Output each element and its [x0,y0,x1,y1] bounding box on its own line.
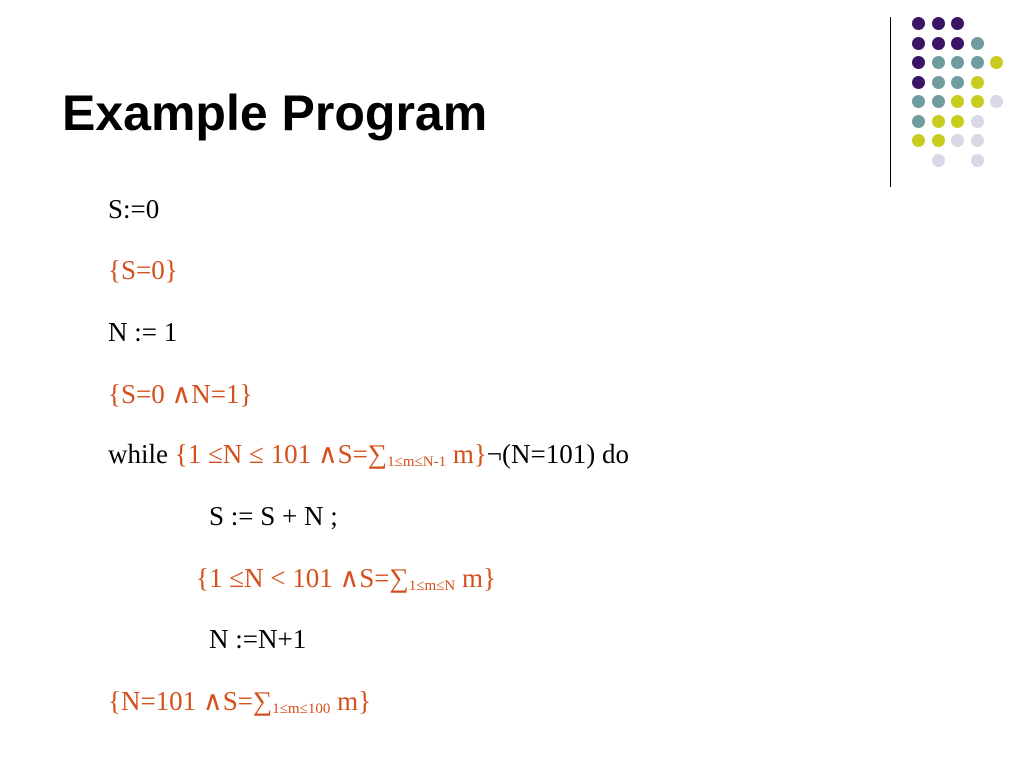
statement-n-increment: N :=N+1 [209,624,307,654]
decorative-dot [951,17,964,30]
assertion-s-zero-n-one: {S=0 ∧N=1} [108,379,253,409]
decorative-dot [990,56,1003,69]
assertion-in-loop: {1 ≤N < 101 $\wedge S=\sum_{1\le m\le N}$ m} [196,563,496,594]
statement-n-init: N := 1 [108,317,178,347]
decorative-dot [951,76,964,89]
decorative-dot [971,76,984,89]
decorative-dot [912,76,925,89]
decorative-dot [951,56,964,69]
decorative-dot [951,134,964,147]
decorative-dot [932,17,945,30]
decorative-dot [912,134,925,147]
decorative-dot [951,95,964,108]
decorative-dot [971,115,984,128]
decorative-dot [912,115,925,128]
decorative-dot [932,37,945,50]
decorative-dot [912,95,925,108]
decorative-dot [990,95,1003,108]
decorative-dot-grid [0,0,1024,200]
decorative-dot [951,115,964,128]
decorative-dot [932,56,945,69]
statement-s-init: S:=0 [108,194,160,224]
loop-invariant: {1 ≤N ≤ 101 $\wedge S=\sum_{1\le m\le N-1}$ m} [174,439,487,470]
decorative-dot [971,154,984,167]
slide-title: Example Program [62,85,488,141]
decorative-dot [932,95,945,108]
decorative-dot [912,37,925,50]
decorative-dot [912,56,925,69]
while-keyword: while [108,439,168,469]
decorative-dot [932,154,945,167]
decorative-dot [971,134,984,147]
statement-s-update: S := S + N ; [209,501,338,531]
assertion-s-zero: {S=0} [108,255,178,285]
decorative-dot [971,37,984,50]
loop-condition: ¬(N=101) do [486,439,629,469]
while-loop-header [108,441,629,468]
decorative-dot [971,95,984,108]
decorative-dot [932,115,945,128]
decorative-dot [951,37,964,50]
decorative-dot [912,17,925,30]
decorative-dot [971,56,984,69]
postcondition: {N=101 $\wedge S=\sum_{1\le m\le 100}$ m} [108,686,372,717]
decorative-dot [932,134,945,147]
decorative-dot [932,76,945,89]
